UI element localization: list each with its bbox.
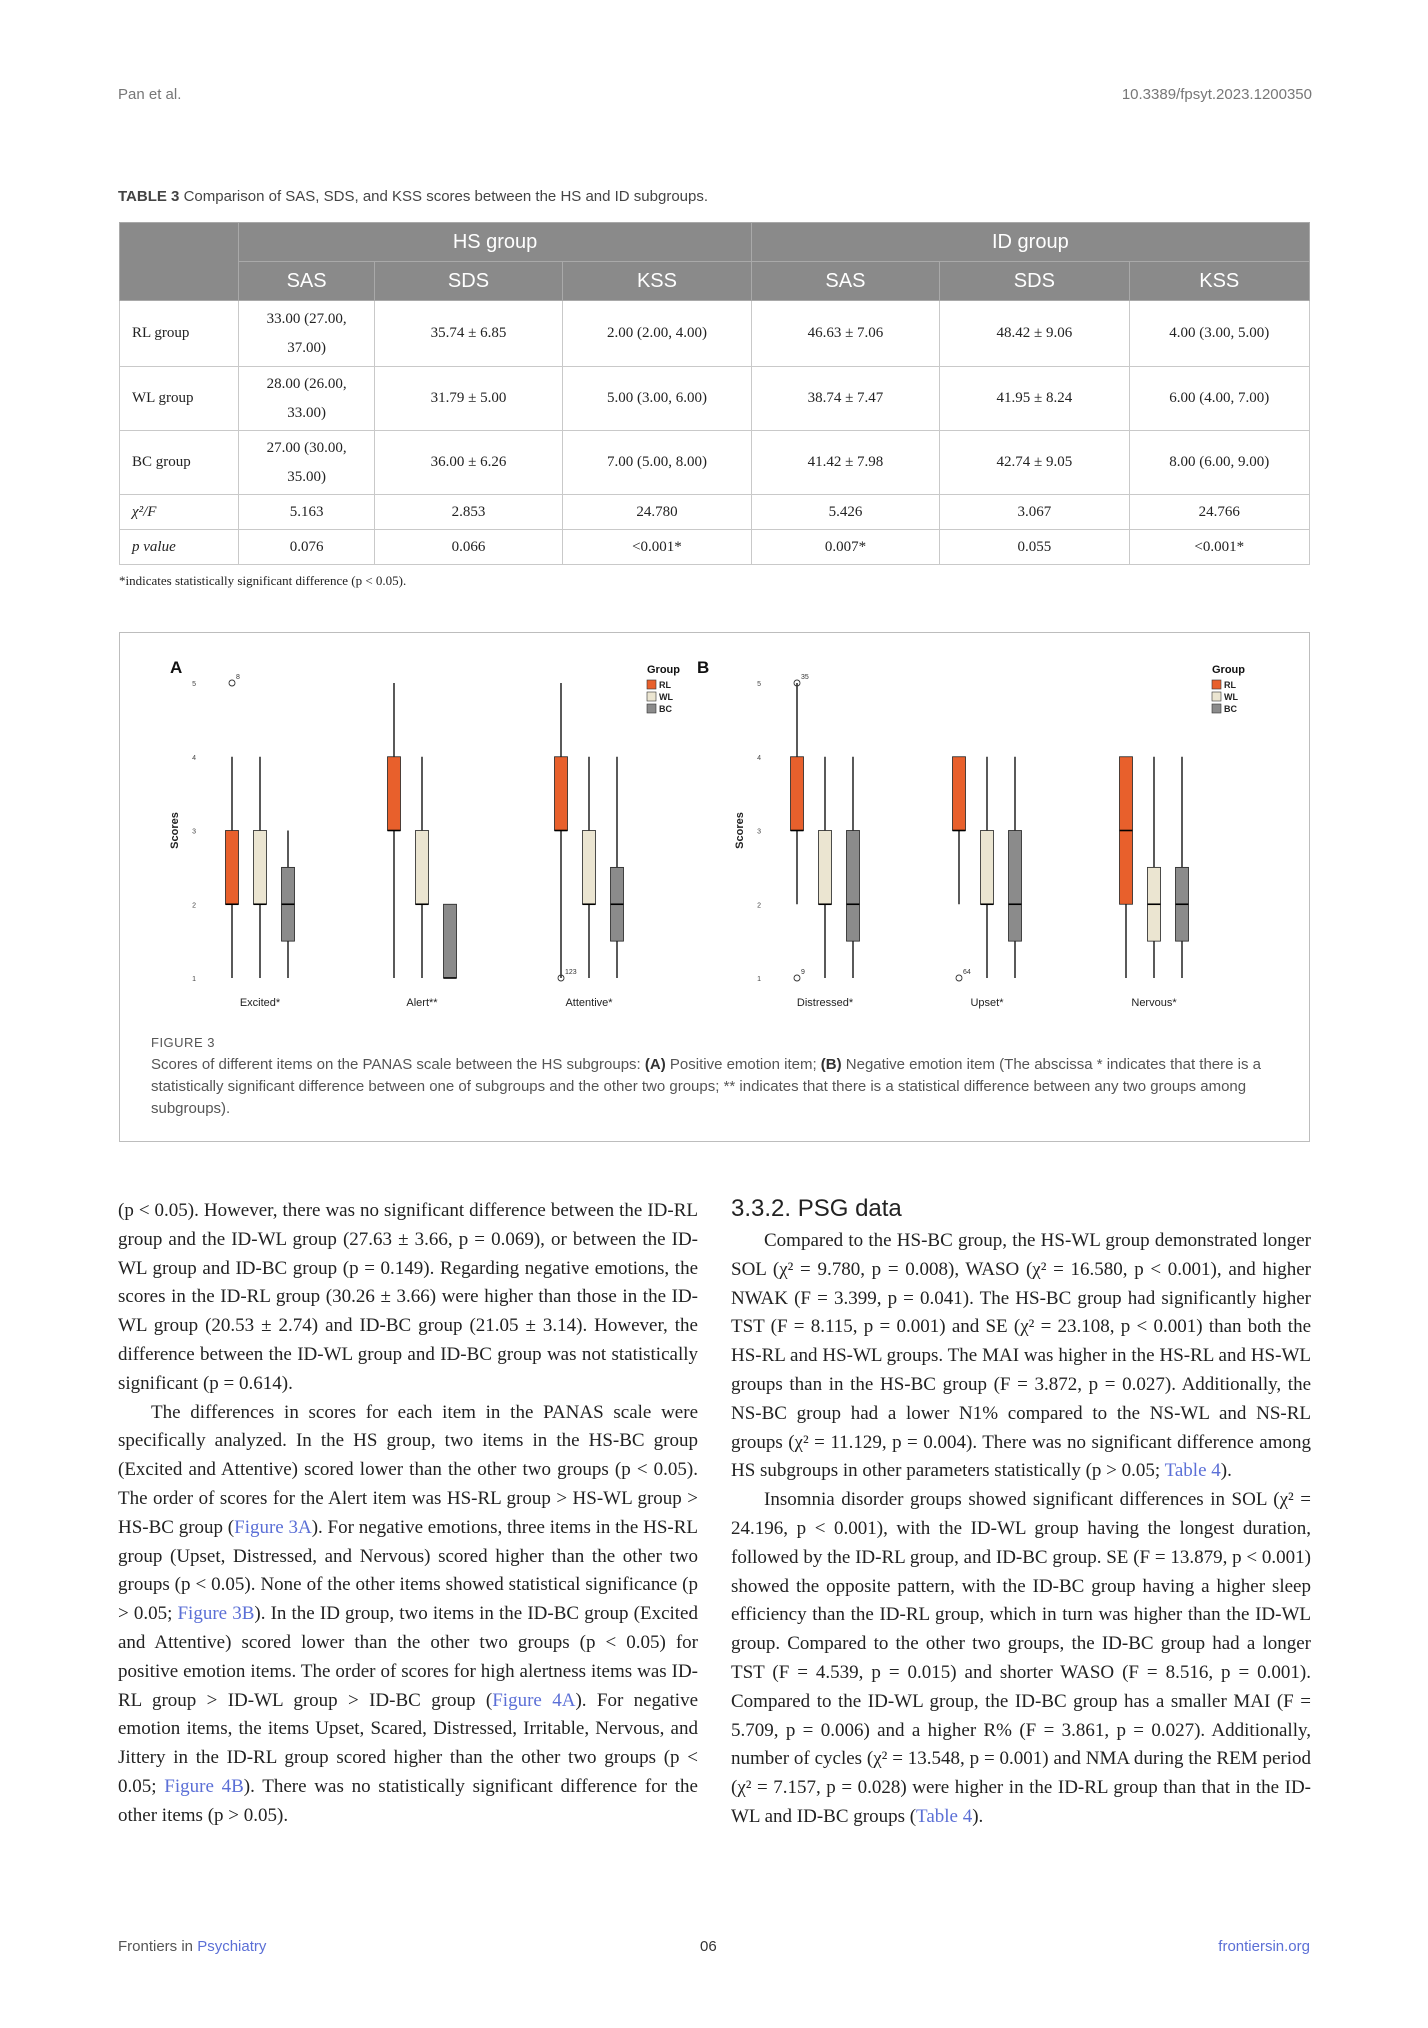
- legend-swatch: [647, 680, 656, 689]
- panel-letter: A: [170, 658, 183, 677]
- y-tick-label: 1: [192, 976, 196, 983]
- paragraph-text: ).: [1220, 1460, 1232, 1482]
- caption-text: Positive emotion item;: [665, 1056, 821, 1073]
- paragraph: [731, 1227, 1311, 1486]
- table-cell: 0.055: [940, 530, 1129, 565]
- footer-site-link[interactable]: frontiersin.org: [1218, 1938, 1310, 1955]
- legend-swatch: [647, 704, 656, 713]
- legend-title: Group: [647, 664, 680, 676]
- table-cell: 5.163: [239, 495, 374, 530]
- table-cell: 3.067: [940, 495, 1129, 530]
- x-tick-label: Alert**: [406, 997, 438, 1009]
- table-cell: 0.076: [239, 530, 374, 565]
- table-row-header: WL group: [120, 367, 239, 431]
- box-wl: [981, 831, 994, 905]
- legend-label: WL: [1224, 692, 1238, 702]
- legend-label: BC: [659, 704, 672, 714]
- figure-label: FIGURE 3: [151, 1035, 215, 1050]
- box-rl: [388, 757, 401, 831]
- table-row-header: RL group: [120, 301, 239, 367]
- table-row: [120, 431, 1310, 495]
- running-head-authors: Pan et al.: [118, 86, 182, 103]
- paragraph-text: Insomnia disorder groups showed significant differences in SOL (χ² = 24.196, p < 0.001), with the ID-WL group having the longest duration, followed by the ID-RL group, and ID-BC group. SE (F = 13.879, p < 0.001) showed the opposite pattern, with the ID-BC group having a higher sleep efficiency than the ID-RL group, which in turn was higher than the ID-WL group. Compared to the other two groups, the ID-BC group had a longer TST (F = 4.539, p = 0.015) and shorter WASO (F = 8.516, p = 0.001). Compared to the ID-WL group, the ID-BC group has a smaller MAI (F = 5.709, p = 0.006) and a higher R% (F = 3.861, p = 0.027). Additionally, number of cycles (χ² = 13.548, p = 0.001) and NMA during the REM period (χ² = 7.157, p = 0.028) were higher in the ID-RL group than that in the ID-WL and ID-BC groups (: [731, 1489, 1311, 1827]
- table-row-header: χ²/F: [120, 495, 239, 530]
- paragraph-text: ). There was no statistically significant difference for the other items (p > 0.05).: [118, 1775, 698, 1826]
- y-tick-label: 3: [192, 828, 196, 836]
- footer-journal-prefix: Frontiers in: [118, 1938, 198, 1955]
- table-column-header: SDS: [940, 262, 1129, 301]
- table-link[interactable]: Table 4: [916, 1805, 973, 1827]
- figure-3-chart: [120, 633, 1309, 1033]
- outlier-label: 64: [963, 969, 971, 976]
- table-column-header: SAS: [239, 262, 374, 301]
- legend-swatch: [1212, 692, 1221, 701]
- table-cell: 33.00 (27.00, 37.00): [239, 301, 374, 367]
- table-cell: 24.766: [1129, 495, 1309, 530]
- paragraph: [731, 1486, 1311, 1832]
- section-heading: 3.3.2. PSG data: [731, 1195, 902, 1222]
- box-bc: [1009, 831, 1022, 942]
- footer-journal-name[interactable]: Psychiatry: [197, 1938, 267, 1955]
- paragraph-text: ).: [972, 1805, 984, 1827]
- legend-label: WL: [659, 692, 673, 702]
- paragraph-text: ). For negative emotions, three items in the HS-RL group (Upset, Distressed, and Nervous) scored higher than the other two groups (p < 0.05). None of the other items showed statistical significance (p > 0.05;: [118, 1516, 699, 1625]
- y-axis-label: Scores: [169, 812, 181, 849]
- table-cell: 2.853: [374, 495, 562, 530]
- footer-journal[interactable]: [118, 1938, 266, 1955]
- y-tick-label: 5: [757, 681, 761, 688]
- table-cell: 48.42 ± 9.06: [940, 301, 1129, 367]
- table-cell: 5.426: [751, 495, 939, 530]
- paragraph-text: ). For negative emotion items, the items Upset, Scared, Distressed, Irritable, Nervous, and Jittery in the ID-RL group scored higher than the other two groups (p < 0.05;: [118, 1689, 699, 1797]
- paragraph-text: The differences in scores for each item in the PANAS scale were specifically analyzed. In the HS group, two items in the HS-BC group (Excited and Attentive) scored lower than the other two groups (p < 0.05). The order of scores for the Alert item was HS-RL group > HS-WL group > HS-BC group (: [118, 1401, 698, 1538]
- table-cell: 35.74 ± 6.85: [374, 301, 562, 367]
- x-tick-label: Nervous*: [1131, 997, 1177, 1009]
- outlier-point: [229, 680, 235, 686]
- table-group-header: HS group: [239, 223, 751, 262]
- table-cell: 7.00 (5.00, 8.00): [563, 431, 751, 495]
- legend-swatch: [647, 692, 656, 701]
- panel-letter: B: [697, 658, 710, 677]
- table-caption: [118, 188, 708, 205]
- table-cell: 8.00 (6.00, 9.00): [1129, 431, 1309, 495]
- legend-label: RL: [1224, 680, 1236, 690]
- y-tick-label: 4: [192, 754, 196, 762]
- table-cell: 2.00 (2.00, 4.00): [563, 301, 751, 367]
- table-row: [120, 530, 1310, 565]
- table-cell: 46.63 ± 7.06: [751, 301, 939, 367]
- table-cell: 28.00 (26.00, 33.00): [239, 367, 374, 431]
- caption-text: Scores of different items on the PANAS scale between the HS subgroups:: [151, 1056, 645, 1073]
- figure-link[interactable]: Figure 4A: [492, 1689, 576, 1711]
- paragraph-text: ). In the ID group, two items in the ID-BC group (Excited and Attentive) scored lower than the other two groups (p < 0.05) for positive emotion items. The order of scores for high alertness items was ID-RL group > ID-WL group > ID-BC group (: [118, 1603, 698, 1711]
- y-tick-label: 5: [192, 681, 196, 688]
- x-tick-label: Excited*: [239, 997, 281, 1009]
- table-column-header: SAS: [751, 262, 939, 301]
- table-3: [119, 222, 1310, 565]
- figure-link[interactable]: Figure 3B: [177, 1603, 255, 1625]
- caption-panel-a: (A): [644, 1056, 666, 1073]
- figure-caption: [151, 1054, 1281, 1120]
- box-rl: [953, 757, 966, 831]
- x-tick-label: Distressed*: [796, 997, 854, 1009]
- table-cell: 0.066: [374, 530, 562, 565]
- table-cell: 27.00 (30.00, 35.00): [239, 431, 374, 495]
- y-axis-label: Scores: [734, 812, 746, 849]
- box-wl: [254, 831, 267, 905]
- table-row: [120, 495, 1310, 530]
- caption-text: Negative emotion item (The abscissa * indicates that there is a statistically significant difference between one of subgroups and the other two groups; ** indicates that there is a statistical difference between any two groups among subgroups).: [151, 1056, 1261, 1117]
- outlier-label: 8: [236, 674, 240, 681]
- figure-3: [119, 632, 1310, 1142]
- box-rl: [555, 757, 568, 831]
- box-rl: [226, 831, 239, 905]
- table-cell: <0.001*: [1129, 530, 1309, 565]
- table-group-header: ID group: [751, 223, 1309, 262]
- table-cell: 5.00 (3.00, 6.00): [563, 367, 751, 431]
- paragraph: [118, 1399, 698, 1831]
- table-row-header: BC group: [120, 431, 239, 495]
- y-tick-label: 2: [192, 902, 196, 910]
- table-row-header: p value: [120, 530, 239, 565]
- table-title: Comparison of SAS, SDS, and KSS scores between the HS and ID subgroups.: [183, 188, 709, 205]
- table-cell: 36.00 ± 6.26: [374, 431, 562, 495]
- table-column-header: SDS: [374, 262, 562, 301]
- x-tick-label: Attentive*: [565, 997, 613, 1009]
- outlier-label: 35: [801, 674, 809, 681]
- table-cell: 4.00 (3.00, 5.00): [1129, 301, 1309, 367]
- table-cell: <0.001*: [563, 530, 751, 565]
- table-cell: 38.74 ± 7.47: [751, 367, 939, 431]
- box-wl: [416, 831, 429, 905]
- paragraph-text: Compared to the HS-BC group, the HS-WL group demonstrated longer SOL (χ² = 9.780, p = 0.008), WASO (χ² = 16.580, p < 0.001), and higher NWAK (F = 3.399, p = 0.041). The HS-BC group had significantly higher TST (F = 8.115, p = 0.001) and SE (χ² = 23.108, p < 0.001) than both the HS-RL and HS-WL groups. The MAI was higher in the HS-RL and HS-WL groups than in the HS-BC group (F = 3.872, p = 0.027). Additionally, the NS-BC group had a lower N1% compared to the NS-WL and NS-RL groups (χ² = 11.129, p = 0.004). There was no significant difference among HS subgroups in other parameters statistically (p > 0.05;: [731, 1230, 1311, 1482]
- legend-swatch: [1212, 680, 1221, 689]
- legend-swatch: [1212, 704, 1221, 713]
- table-cell: 41.42 ± 7.98: [751, 431, 939, 495]
- table-cell: 6.00 (4.00, 7.00): [1129, 367, 1309, 431]
- left-column: [118, 1197, 698, 1831]
- y-tick-label: 2: [757, 902, 761, 910]
- table-footnote: *indicates statistically significant difference (p < 0.05).: [119, 573, 407, 588]
- table-column-header: KSS: [1129, 262, 1309, 301]
- outlier-label: 123: [565, 969, 577, 976]
- box-bc: [847, 831, 860, 942]
- table-cell: 0.007*: [751, 530, 939, 565]
- caption-panel-b: (B): [820, 1056, 842, 1073]
- paragraph: (p < 0.05). However, there was no significant difference between the ID-RL group and the ID-WL group (27.63 ± 3.66, p = 0.069), or between the ID-WL group and ID-BC group (p = 0.149). Regarding negative emotions, the scores in the ID-RL group (30.26 ± 3.66) were higher than those in the ID-WL group (20.53 ± 2.74) and ID-BC group (21.05 ± 3.14). However, the difference between the ID-WL group and ID-BC group was not statistically significant (p = 0.614).: [118, 1200, 698, 1394]
- right-column: [731, 1197, 1311, 1832]
- outlier-point: [956, 975, 962, 981]
- y-tick-label: 1: [757, 976, 761, 983]
- figure-link[interactable]: Figure 4B: [164, 1775, 244, 1797]
- table-column-header: KSS: [563, 262, 751, 301]
- table-row: [120, 301, 1310, 367]
- legend-label: BC: [1224, 704, 1237, 714]
- table-cell: 24.780: [563, 495, 751, 530]
- y-tick-label: 3: [757, 828, 761, 836]
- page-number: 06: [700, 1938, 717, 1955]
- outlier-point: [794, 975, 800, 981]
- running-head-doi[interactable]: 10.3389/fpsyt.2023.1200350: [1121, 86, 1312, 103]
- box-wl: [819, 831, 832, 905]
- table-link[interactable]: Table 4: [1164, 1460, 1221, 1482]
- x-tick-label: Upset*: [970, 997, 1004, 1009]
- table-label: TABLE 3: [118, 188, 180, 205]
- y-tick-label: 4: [757, 754, 761, 762]
- table-corner: [120, 223, 239, 301]
- box-wl: [583, 831, 596, 905]
- figure-link[interactable]: Figure 3A: [234, 1516, 312, 1538]
- outlier-label: 9: [801, 969, 805, 976]
- legend-label: RL: [659, 680, 671, 690]
- table-row: [120, 367, 1310, 431]
- box-rl: [791, 757, 804, 831]
- table-cell: 41.95 ± 8.24: [940, 367, 1129, 431]
- table-cell: 42.74 ± 9.05: [940, 431, 1129, 495]
- legend-title: Group: [1212, 664, 1245, 676]
- box-bc: [444, 904, 457, 978]
- table-cell: 31.79 ± 5.00: [374, 367, 562, 431]
